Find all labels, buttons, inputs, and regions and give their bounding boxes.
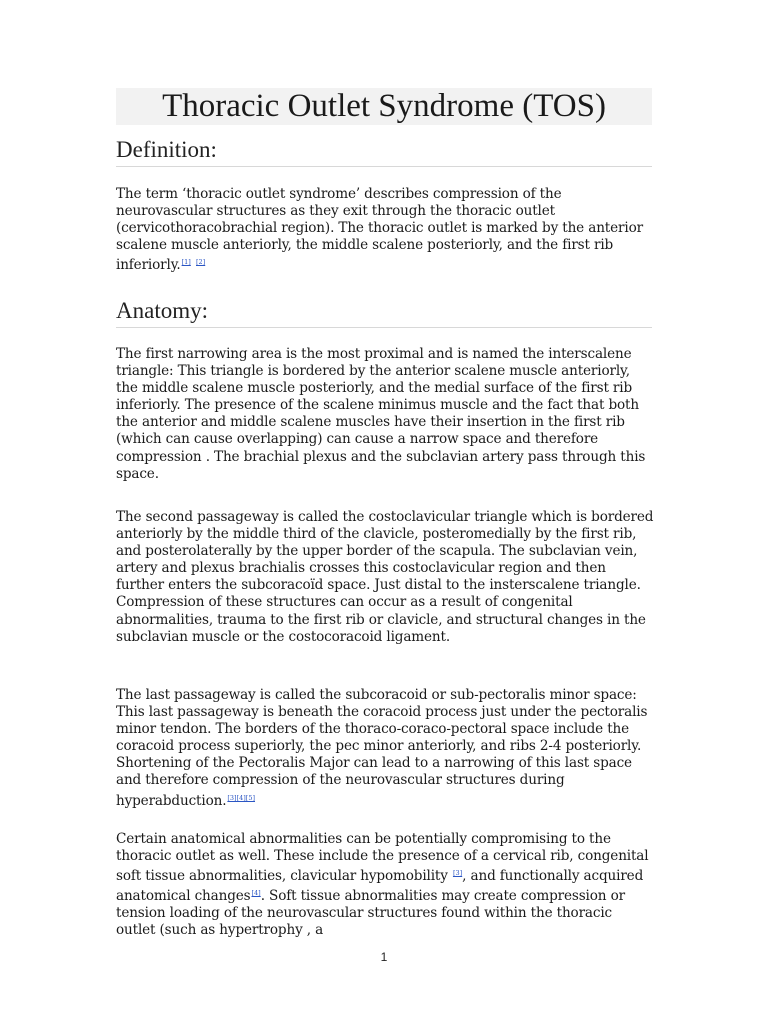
paragraph-text: , and functionally acquired anatomical changes — [116, 868, 644, 905]
page-number: 1 — [380, 950, 388, 964]
citation-link[interactable]: [4] — [251, 889, 261, 898]
anatomy-paragraph-3 — [116, 687, 654, 810]
section-heading-definition: Definition: — [116, 136, 652, 167]
paragraph-text: The last passageway is called the subcoracoid or sub-pectoralis minor space: This last passageway is beneath the coracoid process just under the pectoralis minor tendon. The borders of the thoraco-coraco-pectoral space include the coracoid process superiorly, the pec minor anteriorly, and ribs 2-4 posteriorly. Shortening of the Pectoralis Major can lead to a narrowing of this last space and therefore compression of the neurovascular structures during hyperabduction. — [116, 687, 648, 809]
definition-paragraph — [116, 186, 654, 274]
section-heading-anatomy: Anatomy: — [116, 297, 652, 328]
page-title: Thoracic Outlet Syndrome (TOS) — [162, 88, 606, 124]
citation-link[interactable]: [2] — [196, 258, 206, 267]
citation-link[interactable]: [1] — [181, 258, 191, 267]
paragraph-text: Certain anatomical abnormalities can be potentially compromising to the thoracic outlet as well. These include the presence of a cervical rib, congenital soft tissue abnormalities, clavicular hypomobility — [116, 831, 649, 885]
anatomy-paragraph-1 — [116, 346, 654, 483]
anatomy-paragraph-4 — [116, 831, 654, 940]
paragraph-text: The first narrowing area is the most proximal and is named the interscalene triangle: This triangle is bordered by the anterior scalene muscle anteriorly, the middle scalene muscle posteriorly, and the medial surface of the first rib inferiorly. The presence of the scalene minimus muscle and the fact that both the anterior and middle scalene muscles have their insertion in the first rib (which can cause overlapping) can cause a narrow space and therefore compression . The brachial plexus and the subclavian artery pass through this space. — [116, 346, 646, 482]
paragraph-text: The term ‘thoracic outlet syndrome’ describes compression of the neurovascular structures as they exit through the thoracic outlet (cervicothoracobrachial region). The thoracic outlet is marked by the anterior scalene muscle anteriorly, the middle scalene posteriorly, and the first rib inferiorly. — [116, 186, 643, 274]
anatomy-paragraph-2 — [116, 509, 654, 646]
paragraph-text: . Soft tissue abnormalities may create compression or tension loading of the neurovascular structures found within the thoracic outlet (such as hypertrophy , a — [116, 888, 625, 939]
citation-link[interactable]: [3][4][5] — [227, 793, 256, 802]
paragraph-text: The second passageway is called the costoclavicular triangle which is bordered anteriorly by the middle third of the clavicle, posteromedially by the first rib, and posterolaterally by the upper border of the scapula. The subclavian vein, artery and plexus brachialis crosses this costoclavicular region and then further enters the subcoracoïd space. Just distal to the insterscalene triangle. Compression of these structures can occur as a result of congenital abnormalities, trauma to the first rib or clavicle, and structural changes in the subclavian muscle or the costocoracoid ligament. — [116, 509, 654, 645]
citation-link[interactable]: [3] — [452, 869, 463, 878]
